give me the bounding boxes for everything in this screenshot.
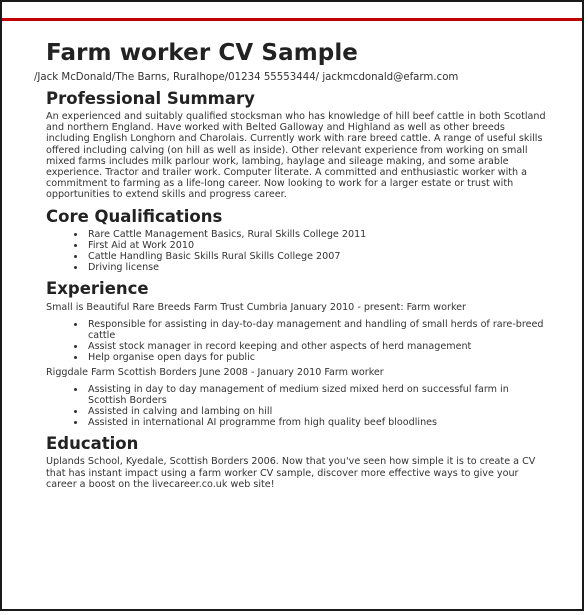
qualifications-heading: Core Qualifications (46, 206, 223, 226)
job-title: Small is Beautiful Rare Breeds Farm Trust Cumbria January 2010 - present: Farm worker (46, 302, 467, 314)
qualifications-list (46, 229, 546, 274)
summary-text: An experienced and suitably qualified stocksman who has knowledge of hill beef cattle in both Scotland and northern England. Have worked with Belted Galloway and Highland as well as other breeds including English Longhorn and Charolais. Currently work with rare breed cattle. A range of useful skills offered including calving (on hill as well as inside). Other relevant experience from working on small mixed farms includes milk parlour work, lambing, haylage and sileage making, and some arable experience. Tractor and trailer work. Computer literate. A committed and enthusiastic worker with a commitment to farming as a life-long career. Now looking to work for a larger estate or trust with opportunities to extend skills and progress career. (46, 111, 546, 201)
job-duties-list (46, 384, 546, 429)
contact-line: /Jack McDonald/The Barns, Ruralhope/01234 55553444/ jackmcdonald@efarm.com (34, 72, 459, 83)
education-text: Uplands School, Kyedale, Scottish Borders 2006. Now that you've seen how simple it is to create a CV that has instant impact using a farm worker CV sample, discover more effective ways to give your career a boost on the livecareer.co.uk web site! (46, 456, 536, 490)
list-item: • Assisting in day to day management of medium sized mixed herd on successful farm in Scottish Borders (86, 384, 546, 406)
list-item: • Rare Cattle Management Basics, Rural Skills College 2011 (86, 229, 546, 240)
header-accent-rule (2, 18, 582, 21)
list-item: • Help organise open days for public (86, 352, 546, 363)
list-item: • Assisted in international AI programme from high quality beef bloodlines (86, 417, 546, 428)
list-item: • First Aid at Work 2010 (86, 240, 546, 251)
list-item: • Assist stock manager in record keeping and other aspects of herd management (86, 341, 546, 352)
list-item: • Responsible for assisting in day-to-day management and handling of small herds of rare-breed cattle (86, 319, 546, 341)
job-duties-list (46, 319, 546, 364)
list-item: • Cattle Handling Basic Skills Rural Skills College 2007 (86, 251, 546, 262)
summary-heading: Professional Summary (46, 89, 255, 108)
cv-title: Farm worker CV Sample (46, 40, 359, 66)
experience-heading: Experience (46, 279, 149, 299)
cv-content (34, 32, 546, 492)
list-item: • Assisted in calving and lambing on hill (86, 406, 546, 417)
list-item: • Driving license (86, 262, 546, 273)
job-title: Riggdale Farm Scottish Borders June 2008 - January 2010 Farm worker (46, 367, 384, 379)
education-heading: Education (46, 434, 139, 454)
